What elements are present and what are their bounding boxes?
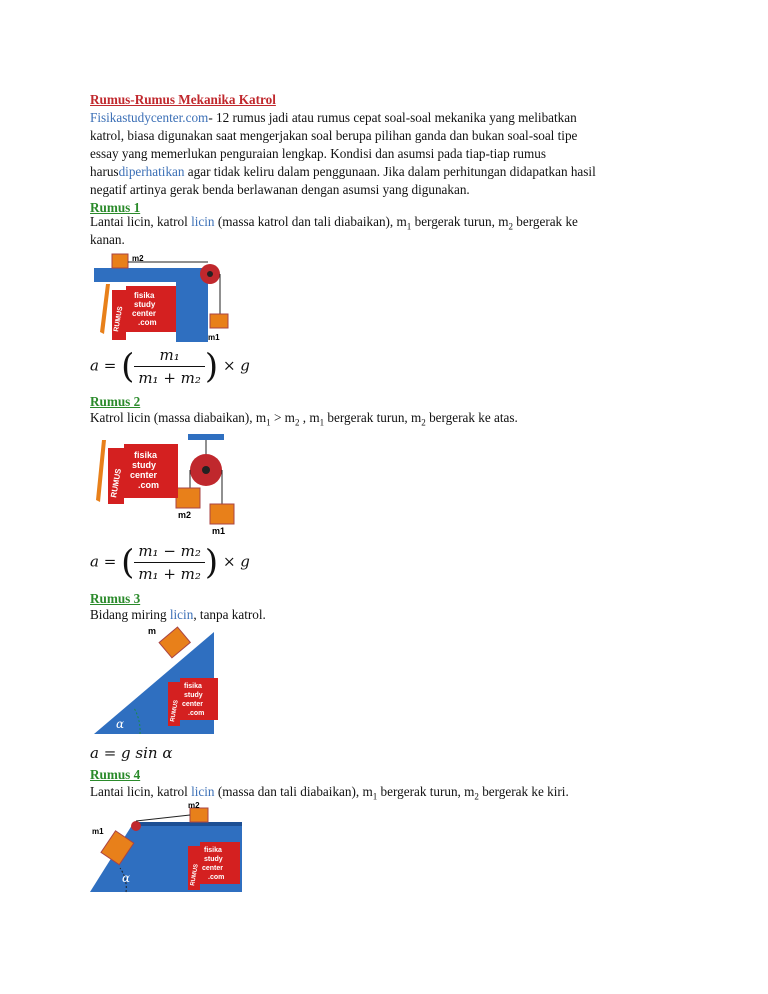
rumus-2-heading: Rumus 2 [90,394,141,409]
rumus-3-figure [90,624,220,736]
rumus-3-heading: Rumus 3 [90,591,141,606]
licin-link[interactable]: licin [191,214,215,229]
rumus-1-figure [90,252,230,344]
logo-book [100,284,176,340]
rumus-2-formula: a = ( $\frac{\text{m₁ − m₂}}{\text{m₁ + m₂}}$ ) × g [90,542,250,583]
pencil-icon [100,284,110,334]
intro-line-5: negatif artinya gerak benda berlawanan dengan asumsi yang digunakan. [90,182,470,197]
svg-text:RUMUS: RUMUS [190,863,200,887]
svg-text:study: study [134,300,156,309]
rumus-1-desc-2: kanan. [90,232,125,247]
svg-text:study: study [204,856,223,863]
rumus-1-formula: a = ( $\frac{\text{m₁}}{\text{m₁ + m₂}}$ ) × g [90,346,250,387]
label-m1: m1 [92,827,104,836]
label-alpha: α [122,871,131,885]
logo-book [168,678,218,726]
svg-text:.com: .com [208,874,225,881]
intro-line-3: essay yang memerlukan penguraian lengkap. Kondisi dan asumsi pada tiap-tiap rumus [90,146,546,161]
rumus-1-desc: Lantai licin, katrol licin (massa katrol dan tali diabaikan), $m_1$ bergerak turun, $m_2$ bergerak ke [90,214,578,232]
intro-line-2: katrol, biasa digunakan saat mengerjakan soal berupa pilihan ganda dan bukan soal-soal tipe [90,128,578,143]
label-m2: m2 [132,254,144,263]
svg-text:study: study [184,692,203,699]
label-m1: m1 [212,526,226,536]
rumus-4-figure [90,802,246,894]
pencil-icon [96,440,106,502]
intro-line-1: Fisikastudycenter.com- 12 rumus jadi atau rumus cepat soal-soal mekanika yang melibatkan [90,110,577,125]
label-m2: m2 [188,802,200,810]
page-title: Rumus-Rumus Mekanika Katrol [90,92,276,107]
block-m2 [190,808,208,822]
label-m2: m2 [178,510,192,520]
licin-link[interactable]: licin [191,784,215,799]
logo-book [96,440,178,504]
svg-text:RUMUS: RUMUS [170,699,180,723]
rumus-4-heading: Rumus 4 [90,767,141,782]
svg-text:study: study [132,460,157,470]
svg-text:RUMUS: RUMUS [113,305,125,333]
svg-text:fisika: fisika [134,450,158,460]
rumus-2-desc: Katrol licin (massa diabaikan), $m_1 > m_2$ , $m_1$ bergerak turun, $m_2$ bergerak ke atas. [90,410,518,428]
svg-text:fisika: fisika [204,847,222,854]
svg-text:fisika: fisika [184,683,202,690]
svg-text:center: center [182,701,204,708]
site-link[interactable]: Fisikastudycenter.com [90,110,209,125]
ceiling [188,434,224,440]
block-m2 [112,254,128,268]
block-m1 [210,504,234,524]
rumus-2-figure [90,432,240,536]
logo-book [188,842,240,890]
label-m1: m1 [208,333,220,342]
svg-text:center: center [130,470,158,480]
label-alpha: α [116,717,125,731]
rumus-3-desc: Bidang miring licin, tanpa katrol. [90,607,266,622]
rumus-3-formula: a = g sin α [90,744,173,762]
svg-text:center: center [132,309,157,318]
intro-line-4: harusdiperhatikan agar tidak keliru dalam penggunaan. Jika dalam perhitungan didapatkan hasil [90,164,596,179]
svg-text:.com: .com [138,318,157,327]
svg-text:.com: .com [188,710,205,717]
label-m: m [148,626,157,636]
diperhatikan-link[interactable]: diperhatikan [118,164,185,179]
rumus-4-desc: Lantai licin, katrol licin (massa dan tali diabaikan), $m_1$ bergerak turun, $m_2$ bergerak ke kiri. [90,784,569,802]
block-m1 [210,314,228,328]
block-m [159,627,190,658]
svg-text:fisika: fisika [134,291,155,300]
pulley [131,821,141,831]
svg-text:RUMUS: RUMUS [109,467,124,499]
rumus-1-heading: Rumus 1 [90,200,141,215]
block-m2 [176,488,200,508]
licin-link[interactable]: licin [169,607,194,622]
svg-text:center: center [202,865,224,872]
svg-text:.com: .com [138,480,160,490]
